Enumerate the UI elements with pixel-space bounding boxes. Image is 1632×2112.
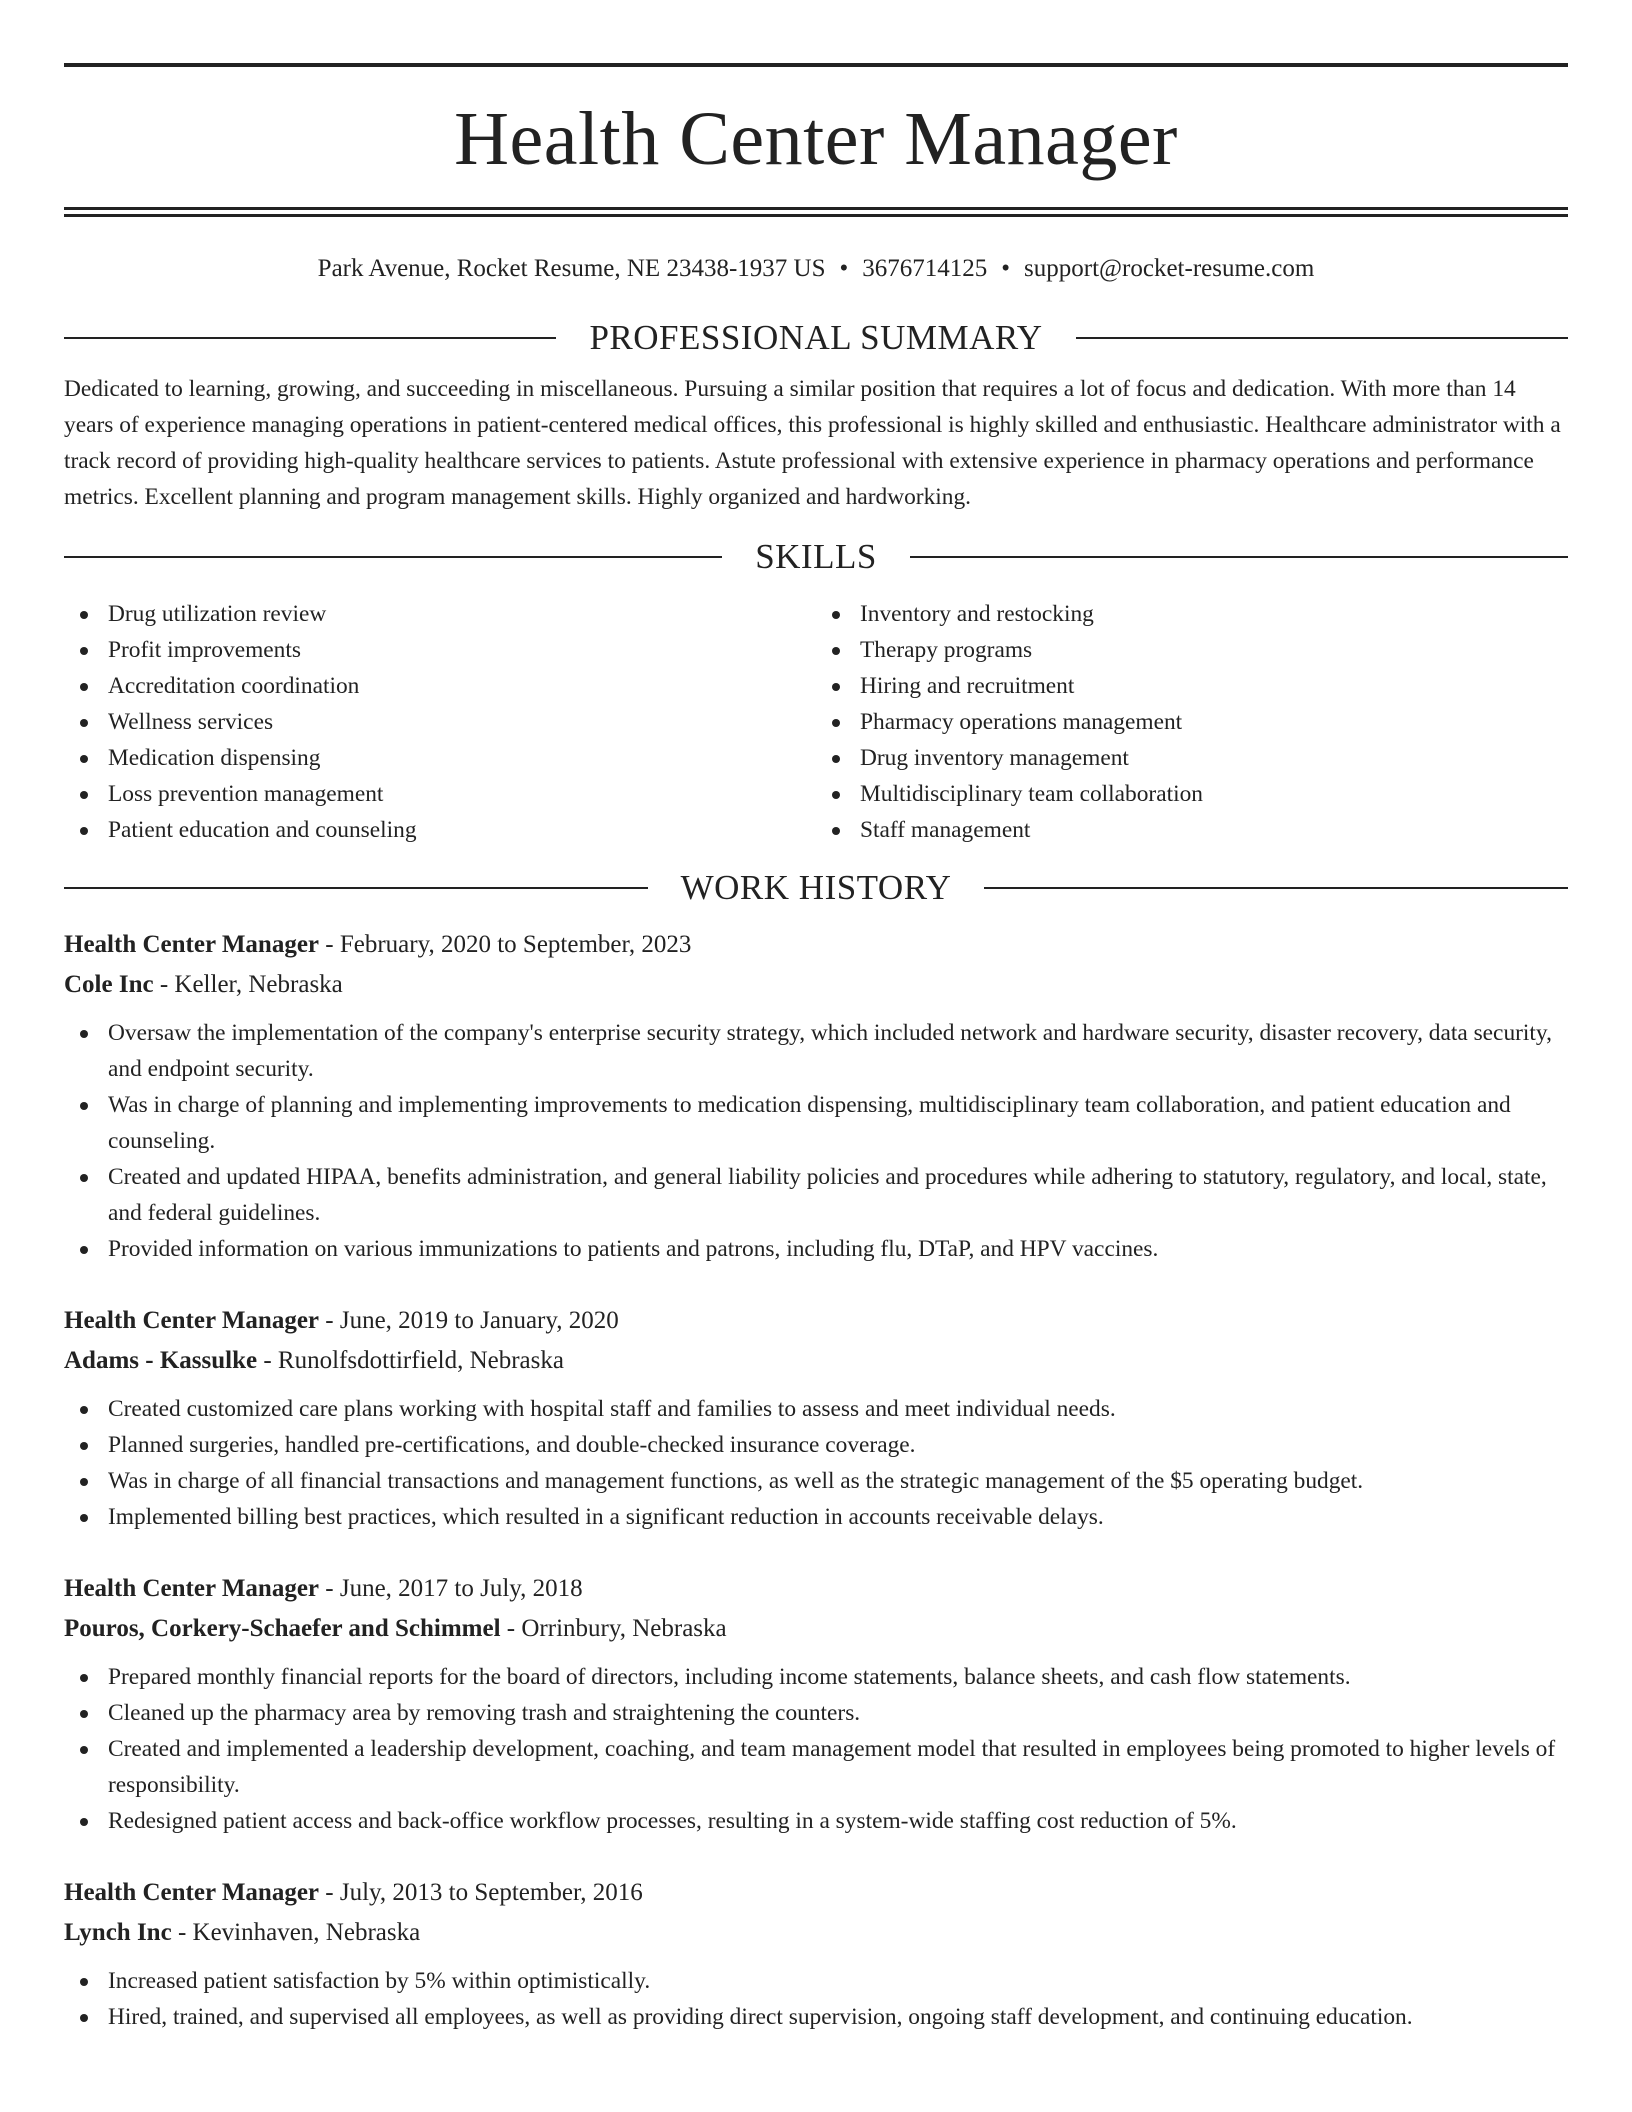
list-item: Drug utilization review [64,596,816,632]
list-item: Accreditation coordination [64,668,816,704]
contact-address: Park Avenue, Rocket Resume, NE 23438-1937 US [317,255,826,282]
heading-rule-left [64,556,722,558]
list-item: Pharmacy operations management [816,704,1568,740]
heading-rule-right [984,887,1568,889]
list-item: Drug inventory management [816,740,1568,776]
list-item: Created and updated HIPAA, benefits administration, and general liability policies and procedures while adhering to statutory, regulatory, and local, state, and federal guidelines. [64,1159,1568,1231]
list-item: Therapy programs [816,632,1568,668]
contact-phone: 3676714125 [862,255,988,282]
work-heading-row [64,870,1568,905]
job-location: - Kevinhaven, Nebraska [171,1919,421,1946]
skills-heading-row [64,539,1568,574]
skills-list-right [816,596,1568,848]
list-item: Created customized care plans working with hospital staff and families to assess and meet individual needs. [64,1391,1568,1427]
list-item: Planned surgeries, handled pre-certifications, and double-checked insurance coverage. [64,1427,1568,1463]
job-company-line [64,1341,1568,1381]
job-dates: - June, 2019 to January, 2020 [319,1307,619,1334]
skills-columns [64,596,1568,848]
job-bullets [64,1391,1568,1535]
job-entry [64,925,1568,1267]
list-item: Increased patient satisfaction by 5% within optimistically. [64,1963,1568,1999]
job-bullets [64,1963,1568,2035]
heading-rule-left [64,887,648,889]
job-company-line [64,1913,1568,1953]
job-company-line [64,1609,1568,1649]
contact-email[interactable]: support@rocket-resume.com [1024,255,1315,282]
heading-rule-right [1076,337,1568,339]
job-title: Health Center Manager [64,1879,320,1906]
list-item: Wellness services [64,704,816,740]
summary-heading: PROFESSIONAL SUMMARY [589,318,1043,357]
job-title-line [64,925,1568,965]
job-location: - Keller, Nebraska [153,971,343,998]
list-item: Prepared monthly financial reports for the board of directors, including income statements, balance sheets, and cash flow statements. [64,1659,1568,1695]
page-title: Health Center Manager [454,97,1178,181]
list-item: Inventory and restocking [816,596,1568,632]
list-item: Created and implemented a leadership development, coaching, and team management model that resulted in employees being promoted to higher levels of responsibility. [64,1731,1568,1803]
job-title: Health Center Manager [64,1307,320,1334]
list-item: Medication dispensing [64,740,816,776]
contact-separator: • [839,255,849,282]
list-item: Cleaned up the pharmacy area by removing trash and straightening the counters. [64,1695,1568,1731]
job-entry [64,1301,1568,1535]
list-item: Loss prevention management [64,776,816,812]
job-title-line [64,1569,1568,1609]
job-bullets [64,1015,1568,1267]
job-entry [64,1569,1568,1839]
contact-separator: • [1001,255,1011,282]
job-entry [64,1873,1568,2035]
job-title: Health Center Manager [64,1575,320,1602]
job-bullets [64,1659,1568,1839]
heading-rule-right [910,556,1568,558]
list-item: Oversaw the implementation of the company's enterprise security strategy, which included network and hardware security, disaster recovery, data security, and endpoint security. [64,1015,1568,1087]
list-item: Redesigned patient access and back-office workflow processes, resulting in a system-wide staffing cost reduction of 5%. [64,1803,1568,1839]
job-company: Cole Inc [64,971,154,998]
work-heading: WORK HISTORY [680,868,952,907]
skills-list-left [64,596,816,848]
job-company: Adams - Kassulke [64,1347,258,1374]
list-item: Multidisciplinary team collaboration [816,776,1568,812]
title-double-rule [64,207,1568,217]
list-item: Patient education and counseling [64,812,816,848]
list-item: Implemented billing best practices, which resulted in a significant reduction in accounts receivable delays. [64,1499,1568,1535]
job-location: - Orrinbury, Nebraska [500,1615,727,1642]
skills-heading: SKILLS [755,537,877,576]
list-item: Staff management [816,812,1568,848]
list-item: Hired, trained, and supervised all employees, as well as providing direct supervision, ongoing staff development, and continuing education. [64,1999,1568,2035]
job-company-line [64,965,1568,1005]
job-dates: - June, 2017 to July, 2018 [319,1575,583,1602]
job-title-line [64,1873,1568,1913]
list-item: Was in charge of planning and implementing improvements to medication dispensing, multidisciplinary team collaboration, and patient education and counseling. [64,1087,1568,1159]
summary-heading-row [64,320,1568,355]
work-history-list [64,925,1568,2035]
list-item: Was in charge of all financial transactions and management functions, as well as the strategic management of the $5 operating budget. [64,1463,1568,1499]
list-item: Profit improvements [64,632,816,668]
heading-rule-left [64,337,556,339]
job-title-line [64,1301,1568,1341]
summary-text: Dedicated to learning, growing, and succeeding in miscellaneous. Pursuing a similar position that requires a lot of focus and dedication. With more than 14 years of experience managing operations in patient-centered medical offices, this professional is highly skilled and enthusiastic. Healthcare administrator with a track record of providing high-quality healthcare services to patients. Astute professional with extensive experience in pharmacy operations and performance metrics. Excellent planning and program management skills. Highly organized and hardworking. [64,376,1561,510]
job-company: Lynch Inc [64,1919,172,1946]
job-location: - Runolfsdottirfield, Nebraska [257,1347,564,1374]
list-item: Hiring and recruitment [816,668,1568,704]
job-dates: - February, 2020 to September, 2023 [319,931,692,958]
job-dates: - July, 2013 to September, 2016 [319,1879,643,1906]
job-company: Pouros, Corkery-Schaefer and Schimmel [64,1615,501,1642]
list-item: Provided information on various immunizations to patients and patrons, including flu, DTaP, and HPV vaccines. [64,1231,1568,1267]
job-title: Health Center Manager [64,931,320,958]
contact-line [64,254,1568,284]
